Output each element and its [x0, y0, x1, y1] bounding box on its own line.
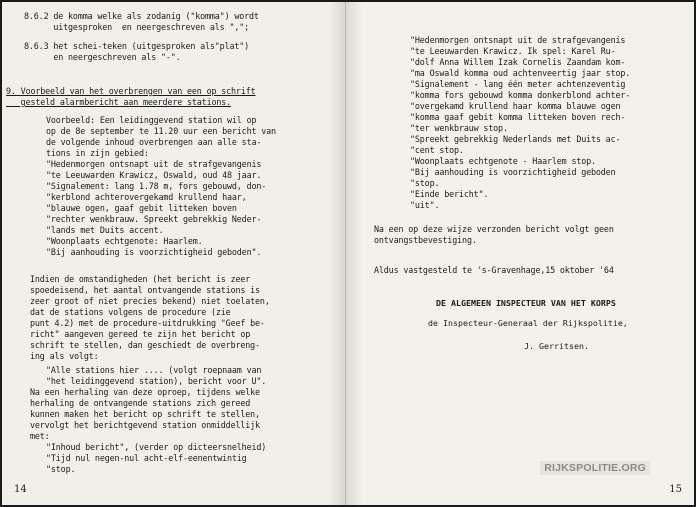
text-line: "overgekamd krullend haar komma blauwe ogen: [410, 101, 621, 111]
text-line: "te Leeuwarden Krawicz. Ik spel: Karel Ru-: [410, 46, 616, 56]
text-line: ontvangstbevestiging.: [374, 235, 477, 245]
signature-title: DE ALGEMEEN INSPECTEUR VAN HET KORPS: [436, 298, 616, 308]
document-spread: [2, 2, 694, 505]
text-line: "kerblond achterovergekamd krullend haar,: [46, 192, 247, 202]
text-line: tions in zijn gebied:: [46, 148, 149, 158]
text-line: "Woonplaats echtgenote - Haarlem stop.: [410, 156, 596, 166]
text-line: "het leidinggevend station), bericht voor U".: [46, 376, 267, 386]
text-line: "stop.: [410, 178, 440, 188]
text-line: "ma Oswald komma oud achtenveertig jaar stop.: [410, 68, 631, 78]
text-line: ing als volgt:: [30, 351, 99, 361]
watermark-logo: RIJKSPOLITIE.ORG: [540, 461, 650, 475]
signature-name: J. Gerritsen.: [524, 341, 589, 351]
text-line: punt 4.2) met de procedure-uitdrukking "Geef be-: [30, 318, 265, 328]
text-line: en neergeschreven als "-".: [24, 52, 181, 62]
text-line: "lands met Duits accent.: [46, 225, 164, 235]
text-line: vervolgt het berichtgevend station onmiddellijk: [30, 420, 260, 430]
text-line: "rechter wenkbrauw. Spreekt gebrekkig Neder-: [46, 214, 262, 224]
text-line: Na een herhaling van deze oproep, tijdens welke: [30, 387, 260, 397]
text-line: Aldus vastgesteld te 's-Gravenhage,15 oktober '64: [374, 265, 614, 275]
text-line: "Spreekt gebrekkig Nederlands met Duits ac-: [410, 134, 621, 144]
left-page: [2, 2, 346, 505]
text-line: "blauwe ogen, gaaf gebit litteken boven: [46, 203, 237, 213]
text-line: "stop.: [46, 464, 76, 474]
text-line: "Signalement: lang 1.78 m, fors gebouwd, don-: [46, 181, 267, 191]
text-line: herhaling de ontvangende stations zich gereed: [30, 398, 251, 408]
page-number-right: 15: [669, 484, 682, 495]
text-line: "Tijd nul negen-nul acht-elf-eenentwintig: [46, 453, 247, 463]
text-line: "Inhoud bericht", (verder op dicteersnelheid): [46, 442, 267, 452]
text-line: richt" aangeven gereed te zijn het bericht op: [30, 329, 251, 339]
text-line: "cent stop.: [410, 145, 464, 155]
right-page: [346, 2, 694, 505]
text-line: "ter wenkbrauw stop.: [410, 123, 508, 133]
text-line: 9. Voorbeeld van het overbrengen van een op schrift: [6, 86, 256, 96]
text-line: schrift te stellen, dan geschiedt de overbreng-: [30, 340, 260, 350]
text-line: "Woonplaats echtgenote: Haarlem.: [46, 236, 203, 246]
text-line: Indien de omstandigheden (het bericht is zeer: [30, 274, 251, 284]
text-line: "uit".: [410, 200, 440, 210]
text-line: "Einde bericht".: [410, 189, 489, 199]
signature-subtitle: de Inspecteur-Generaal der Rijkspolitie,: [428, 318, 628, 328]
text-line: kunnen maken het bericht op schrift te stellen,: [30, 409, 260, 419]
text-line: 8.6.3 het schei-teken (uitgesproken als"plat"): [24, 41, 250, 51]
text-line: "Bij aanhouding is voorzichtigheid geboden".: [46, 247, 262, 257]
text-line: zeer groot of niet precies bekend) niet toelaten,: [30, 296, 270, 306]
text-line: 8.6.2 de komma welke als zodanig ("komma") wordt: [24, 11, 259, 21]
text-line: uitgesproken en neergeschreven als ",";: [24, 22, 250, 32]
text-line: op de 8e september te 11.20 uur een bericht van: [46, 126, 276, 136]
text-line: de volgende inhoud overbrengen aan alle sta-: [46, 137, 262, 147]
text-line: met:: [30, 431, 50, 441]
text-line: Voorbeeld: Een leidinggevend station wil op: [46, 115, 257, 125]
page-gutter-shadow: [346, 2, 362, 505]
text-line: "Alle stations hier .... (volgt roepnaam van: [46, 365, 262, 375]
page-gutter-shadow: [329, 2, 345, 505]
text-line: "Hedenmorgen ontsnapt uit de strafgevangenis: [410, 35, 626, 45]
text-line: gesteld alarmbericht aan meerdere stations.: [6, 97, 232, 107]
text-line: Na een op deze wijze verzonden bericht volgt geen: [374, 224, 614, 234]
text-line: spoedeisend, het aantal ontvangende stations is: [30, 285, 260, 295]
page-number-left: 14: [14, 484, 27, 495]
text-line: "Bij aanhouding is voorzichtigheid geboden: [410, 167, 616, 177]
text-line: "dolf Anna Willem Izak Cornelis Zaandam kom-: [410, 57, 626, 67]
text-line: "te Leeuwarden Krawicz, Oswald, oud 48 jaar.: [46, 170, 262, 180]
text-line: "komma gaaf gebit komma litteken boven rech-: [410, 112, 626, 122]
text-line: "komma fors gebouwd komma donkerblond achter-: [410, 90, 631, 100]
text-line: "Hedenmorgen ontsnapt uit de strafgevangenis: [46, 159, 262, 169]
text-line: dat de stations volgens de procedure (zie: [30, 307, 231, 317]
text-line: "Signalement - lang één meter achtenzeventig: [410, 79, 626, 89]
